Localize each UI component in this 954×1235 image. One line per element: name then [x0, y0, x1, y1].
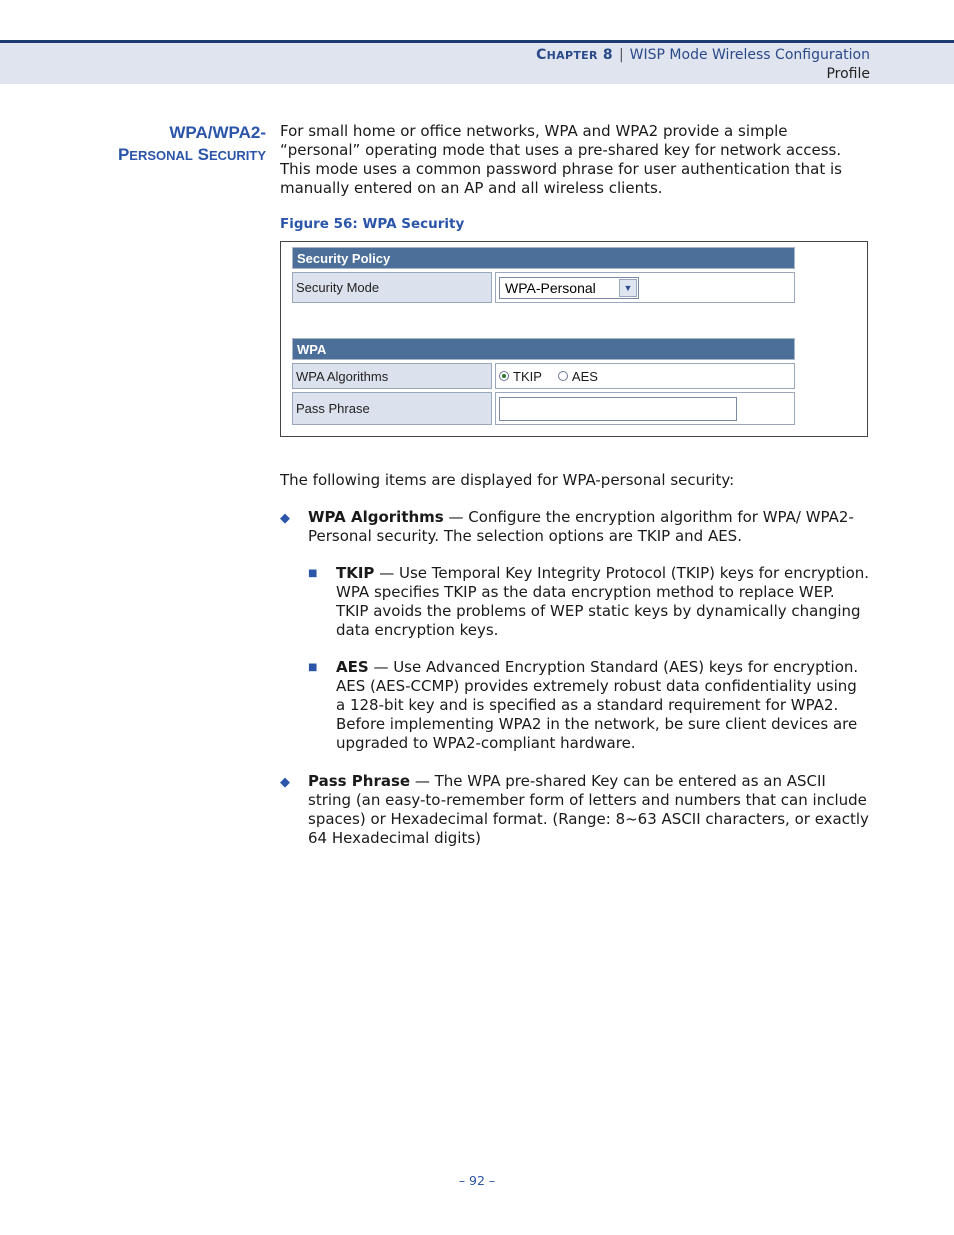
- items-list-2: [280, 772, 870, 848]
- security-policy-header: Security Policy: [292, 247, 795, 269]
- intro-paragraph: For small home or office networks, WPA and WPA2 provide a simple “personal” operating mode that uses a pre-shared key for network access. This mode uses a common password phrase for user authentication that is manually entered on an AP and all wireless clients.: [280, 122, 843, 197]
- header-separator: |: [618, 47, 624, 63]
- security-policy-table: [292, 247, 795, 303]
- page-number: – 92 –: [458, 1173, 496, 1188]
- security-mode-row: [292, 272, 795, 303]
- security-mode-select[interactable]: [499, 277, 639, 299]
- aes-radio[interactable]: [558, 369, 598, 384]
- list-item-wpa-algorithms: ◆ WPA Algorithms — Configure the encryption algorithm for WPA/ WPA2-Personal security. The selection options are TKIP and AES.: [280, 508, 854, 545]
- diamond-bullet-icon: ◆: [280, 775, 290, 790]
- running-header: [536, 46, 870, 83]
- wpa-header: WPA: [292, 338, 795, 360]
- figure-caption: Figure 56: WPA Security: [280, 216, 465, 232]
- section-heading: WPA/WPA2- PERSONAL SECURITY: [117, 123, 266, 164]
- list-item-pass-phrase: ◆ Pass Phrase — The WPA pre-shared Key can be entered as an ASCII string (an easy-to-remember form of letters and numbers that can include spaces) or Hexadecimal format. (Range: 8~63 ASCII characters, or exactly 64 Hexadecimal digits): [280, 772, 869, 847]
- chevron-down-icon[interactable]: ▼: [619, 279, 637, 297]
- pass-phrase-cell: [495, 392, 795, 425]
- items-intro: The following items are displayed for WPA-personal security:: [280, 471, 735, 489]
- sub-items-list: [308, 564, 870, 753]
- pass-phrase-row: [292, 392, 795, 425]
- items-list: [280, 508, 870, 546]
- tkip-radio[interactable]: [499, 369, 542, 384]
- list-item-tkip: ■ TKIP — Use Temporal Key Integrity Protocol (TKIP) keys for encryption. WPA specifies TKIP as the data encryption method to replace WEP. TKIP avoids the problems of WEP static keys by dynamically changing data encryption keys.: [308, 564, 870, 639]
- radio-unselected-icon[interactable]: [558, 371, 568, 381]
- diamond-bullet-icon: ◆: [280, 511, 290, 526]
- square-bullet-icon: ■: [308, 568, 318, 579]
- wpa-algorithms-cell: [495, 363, 795, 389]
- chapter-label: CHAPTER 8: [536, 47, 613, 63]
- subsection-title: Profile: [826, 66, 870, 82]
- security-mode-label: Security Mode: [292, 272, 492, 303]
- square-bullet-icon: ■: [308, 662, 318, 673]
- aes-label: AES: [571, 368, 598, 384]
- main-content: [280, 122, 870, 848]
- list-item-aes: ■ AES — Use Advanced Encryption Standard (AES) keys for encryption. AES (AES-CCMP) provides extremely robust data confidentiality using a 128-bit key and is specified as a standard requirement for WPA2. Before implementing WPA2 in the network, be sure client devices are upgraded to WPA2-compliant hardware.: [308, 658, 859, 752]
- tkip-label: TKIP: [513, 368, 542, 384]
- section-title: WISP Mode Wireless Configuration: [629, 47, 870, 63]
- figure-wpa-security: [280, 241, 868, 437]
- wpa-algorithms-label: WPA Algorithms: [292, 363, 492, 389]
- pass-phrase-label: Pass Phrase: [292, 392, 492, 425]
- pass-phrase-input[interactable]: [499, 397, 737, 421]
- radio-selected-icon[interactable]: [499, 371, 509, 381]
- wpa-table: [292, 338, 795, 425]
- security-mode-value: WPA-Personal: [505, 279, 596, 296]
- wpa-algorithms-row: [292, 363, 795, 389]
- security-mode-cell: [495, 272, 795, 303]
